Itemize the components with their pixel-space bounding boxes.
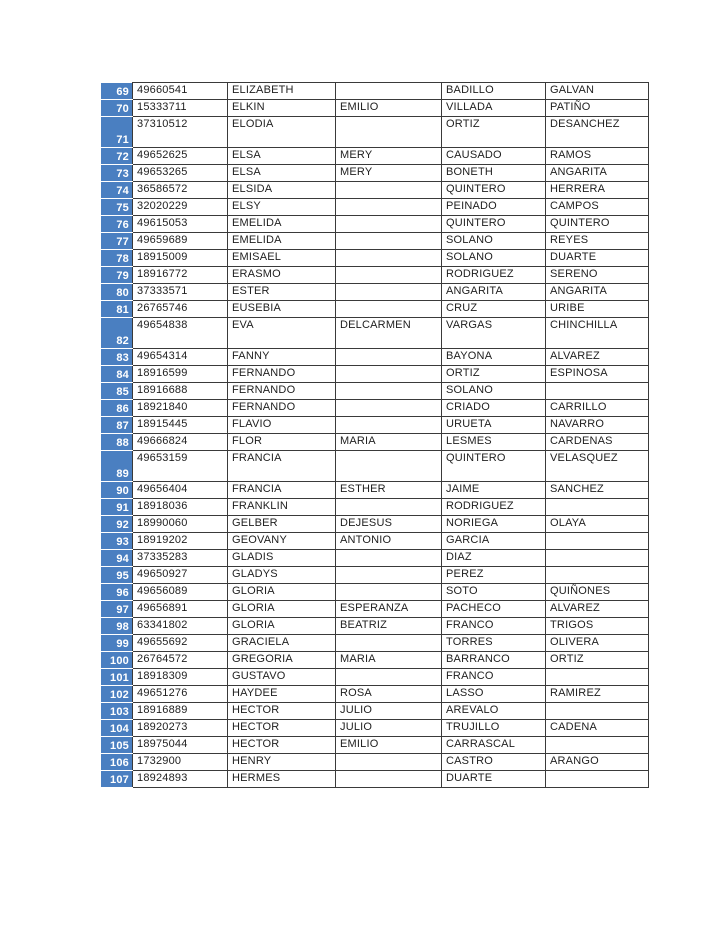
first-name-cell: HECTOR bbox=[228, 703, 336, 720]
id-number-cell: 49660541 bbox=[133, 83, 228, 100]
first-surname-cell: BADILLO bbox=[442, 83, 546, 100]
second-surname-cell: CARRILLO bbox=[546, 400, 649, 417]
first-surname-cell: BARRANCO bbox=[442, 652, 546, 669]
first-surname-cell: JAIME bbox=[442, 482, 546, 499]
middle-name-cell bbox=[336, 451, 442, 482]
middle-name-cell: BEATRIZ bbox=[336, 618, 442, 635]
row-number: 92 bbox=[102, 516, 133, 533]
first-surname-cell: BAYONA bbox=[442, 349, 546, 366]
table-row bbox=[102, 669, 649, 686]
table-row bbox=[102, 567, 649, 584]
first-surname-cell: GARCIA bbox=[442, 533, 546, 550]
table-row bbox=[102, 720, 649, 737]
second-surname-cell: OLAYA bbox=[546, 516, 649, 533]
id-number-cell: 49656404 bbox=[133, 482, 228, 499]
middle-name-cell bbox=[336, 771, 442, 788]
table-row bbox=[102, 451, 649, 482]
first-name-cell: FRANKLIN bbox=[228, 499, 336, 516]
table-row bbox=[102, 737, 649, 754]
second-surname-cell: QUIÑONES bbox=[546, 584, 649, 601]
table-row bbox=[102, 366, 649, 383]
row-number: 71 bbox=[102, 117, 133, 148]
second-surname-cell bbox=[546, 383, 649, 400]
second-surname-cell: ORTIZ bbox=[546, 652, 649, 669]
row-number: 102 bbox=[102, 686, 133, 703]
first-name-cell: ELSY bbox=[228, 199, 336, 216]
first-name-cell: FLAVIO bbox=[228, 417, 336, 434]
first-name-cell: ESTER bbox=[228, 284, 336, 301]
middle-name-cell: MARIA bbox=[336, 434, 442, 451]
first-name-cell: EMISAEL bbox=[228, 250, 336, 267]
first-surname-cell: RODRIGUEZ bbox=[442, 267, 546, 284]
first-name-cell: HAYDEE bbox=[228, 686, 336, 703]
id-number-cell: 49650927 bbox=[133, 567, 228, 584]
first-surname-cell: PEREZ bbox=[442, 567, 546, 584]
row-number: 96 bbox=[102, 584, 133, 601]
first-surname-cell: ORTIZ bbox=[442, 117, 546, 148]
id-number-cell: 26765746 bbox=[133, 301, 228, 318]
id-number-cell: 49654838 bbox=[133, 318, 228, 349]
first-surname-cell: LASSO bbox=[442, 686, 546, 703]
second-surname-cell: RAMIREZ bbox=[546, 686, 649, 703]
second-surname-cell: CHINCHILLA bbox=[546, 318, 649, 349]
id-number-cell: 49656089 bbox=[133, 584, 228, 601]
first-name-cell: HECTOR bbox=[228, 737, 336, 754]
first-name-cell: GLORIA bbox=[228, 601, 336, 618]
second-surname-cell: ARANGO bbox=[546, 754, 649, 771]
id-number-cell: 18916599 bbox=[133, 366, 228, 383]
table-row bbox=[102, 267, 649, 284]
table-row bbox=[102, 216, 649, 233]
row-number: 79 bbox=[102, 267, 133, 284]
second-surname-cell bbox=[546, 533, 649, 550]
first-name-cell: GRACIELA bbox=[228, 635, 336, 652]
table-row bbox=[102, 83, 649, 100]
first-name-cell: GLORIA bbox=[228, 584, 336, 601]
id-number-cell: 49666824 bbox=[133, 434, 228, 451]
second-surname-cell: ESPINOSA bbox=[546, 366, 649, 383]
first-surname-cell: CRIADO bbox=[442, 400, 546, 417]
id-number-cell: 18924893 bbox=[133, 771, 228, 788]
table-row bbox=[102, 233, 649, 250]
table-row bbox=[102, 318, 649, 349]
middle-name-cell bbox=[336, 182, 442, 199]
second-surname-cell: SANCHEZ bbox=[546, 482, 649, 499]
id-number-cell: 49615053 bbox=[133, 216, 228, 233]
first-name-cell: ELSIDA bbox=[228, 182, 336, 199]
middle-name-cell: MARIA bbox=[336, 652, 442, 669]
id-number-cell: 32020229 bbox=[133, 199, 228, 216]
row-number: 85 bbox=[102, 383, 133, 400]
row-number: 72 bbox=[102, 148, 133, 165]
id-number-cell: 37333571 bbox=[133, 284, 228, 301]
table-row bbox=[102, 250, 649, 267]
table-row bbox=[102, 100, 649, 117]
second-surname-cell: SERENO bbox=[546, 267, 649, 284]
id-number-cell: 18916889 bbox=[133, 703, 228, 720]
table-row bbox=[102, 686, 649, 703]
table-row bbox=[102, 417, 649, 434]
row-number: 107 bbox=[102, 771, 133, 788]
first-surname-cell: ANGARITA bbox=[442, 284, 546, 301]
row-number: 70 bbox=[102, 100, 133, 117]
middle-name-cell: EMILIO bbox=[336, 100, 442, 117]
row-number: 80 bbox=[102, 284, 133, 301]
first-name-cell: ELSA bbox=[228, 148, 336, 165]
row-number: 76 bbox=[102, 216, 133, 233]
table-row bbox=[102, 652, 649, 669]
middle-name-cell bbox=[336, 216, 442, 233]
first-surname-cell: NORIEGA bbox=[442, 516, 546, 533]
middle-name-cell bbox=[336, 584, 442, 601]
first-name-cell: EVA bbox=[228, 318, 336, 349]
table-row bbox=[102, 516, 649, 533]
first-surname-cell: FRANCO bbox=[442, 669, 546, 686]
table-row bbox=[102, 165, 649, 182]
first-surname-cell: QUINTERO bbox=[442, 451, 546, 482]
middle-name-cell: MERY bbox=[336, 165, 442, 182]
first-surname-cell: AREVALO bbox=[442, 703, 546, 720]
second-surname-cell: URIBE bbox=[546, 301, 649, 318]
second-surname-cell: ANGARITA bbox=[546, 165, 649, 182]
first-name-cell: FERNANDO bbox=[228, 400, 336, 417]
id-number-cell: 49653265 bbox=[133, 165, 228, 182]
second-surname-cell: ALVAREZ bbox=[546, 349, 649, 366]
row-number: 106 bbox=[102, 754, 133, 771]
second-surname-cell: CARDENAS bbox=[546, 434, 649, 451]
id-number-cell: 49652625 bbox=[133, 148, 228, 165]
first-surname-cell: CASTRO bbox=[442, 754, 546, 771]
second-surname-cell bbox=[546, 669, 649, 686]
middle-name-cell: ROSA bbox=[336, 686, 442, 703]
first-name-cell: EMELIDA bbox=[228, 216, 336, 233]
row-number: 89 bbox=[102, 451, 133, 482]
middle-name-cell: DEJESUS bbox=[336, 516, 442, 533]
first-name-cell: ELKIN bbox=[228, 100, 336, 117]
middle-name-cell bbox=[336, 83, 442, 100]
first-surname-cell: URUETA bbox=[442, 417, 546, 434]
second-surname-cell: QUINTERO bbox=[546, 216, 649, 233]
id-number-cell: 18918036 bbox=[133, 499, 228, 516]
row-number: 105 bbox=[102, 737, 133, 754]
first-surname-cell: DUARTE bbox=[442, 771, 546, 788]
first-surname-cell: FRANCO bbox=[442, 618, 546, 635]
second-surname-cell bbox=[546, 567, 649, 584]
first-surname-cell: SOTO bbox=[442, 584, 546, 601]
first-surname-cell: SOLANO bbox=[442, 383, 546, 400]
middle-name-cell bbox=[336, 117, 442, 148]
first-surname-cell: LESMES bbox=[442, 434, 546, 451]
id-number-cell: 1732900 bbox=[133, 754, 228, 771]
roster-table bbox=[101, 82, 649, 788]
first-surname-cell: CRUZ bbox=[442, 301, 546, 318]
middle-name-cell bbox=[336, 400, 442, 417]
table-row bbox=[102, 499, 649, 516]
id-number-cell: 36586572 bbox=[133, 182, 228, 199]
first-surname-cell: VARGAS bbox=[442, 318, 546, 349]
table-row bbox=[102, 601, 649, 618]
table-row bbox=[102, 584, 649, 601]
middle-name-cell: JULIO bbox=[336, 703, 442, 720]
middle-name-cell: ANTONIO bbox=[336, 533, 442, 550]
first-name-cell: FLOR bbox=[228, 434, 336, 451]
id-number-cell: 18915009 bbox=[133, 250, 228, 267]
id-number-cell: 49651276 bbox=[133, 686, 228, 703]
table-row bbox=[102, 383, 649, 400]
id-number-cell: 49653159 bbox=[133, 451, 228, 482]
first-surname-cell: PEINADO bbox=[442, 199, 546, 216]
id-number-cell: 18990060 bbox=[133, 516, 228, 533]
first-name-cell: FERNANDO bbox=[228, 366, 336, 383]
row-number: 86 bbox=[102, 400, 133, 417]
middle-name-cell bbox=[336, 199, 442, 216]
middle-name-cell bbox=[336, 669, 442, 686]
middle-name-cell: DELCARMEN bbox=[336, 318, 442, 349]
middle-name-cell: ESPERANZA bbox=[336, 601, 442, 618]
first-name-cell: GREGORIA bbox=[228, 652, 336, 669]
id-number-cell: 18916772 bbox=[133, 267, 228, 284]
table-row bbox=[102, 754, 649, 771]
first-surname-cell: CAUSADO bbox=[442, 148, 546, 165]
table-row bbox=[102, 349, 649, 366]
middle-name-cell bbox=[336, 635, 442, 652]
middle-name-cell bbox=[336, 550, 442, 567]
first-surname-cell: CARRASCAL bbox=[442, 737, 546, 754]
row-number: 88 bbox=[102, 434, 133, 451]
first-name-cell: EUSEBIA bbox=[228, 301, 336, 318]
first-name-cell: HENRY bbox=[228, 754, 336, 771]
row-number: 90 bbox=[102, 482, 133, 499]
middle-name-cell bbox=[336, 567, 442, 584]
id-number-cell: 49655692 bbox=[133, 635, 228, 652]
table-row bbox=[102, 400, 649, 417]
first-name-cell: GLORIA bbox=[228, 618, 336, 635]
row-number: 75 bbox=[102, 199, 133, 216]
second-surname-cell bbox=[546, 703, 649, 720]
id-number-cell: 18975044 bbox=[133, 737, 228, 754]
second-surname-cell: ANGARITA bbox=[546, 284, 649, 301]
table-row bbox=[102, 482, 649, 499]
second-surname-cell: NAVARRO bbox=[546, 417, 649, 434]
id-number-cell: 15333711 bbox=[133, 100, 228, 117]
table-row bbox=[102, 533, 649, 550]
id-number-cell: 49654314 bbox=[133, 349, 228, 366]
id-number-cell: 18919202 bbox=[133, 533, 228, 550]
id-number-cell: 18918309 bbox=[133, 669, 228, 686]
first-surname-cell: TORRES bbox=[442, 635, 546, 652]
table-row bbox=[102, 703, 649, 720]
first-surname-cell: PACHECO bbox=[442, 601, 546, 618]
first-name-cell: ELIZABETH bbox=[228, 83, 336, 100]
first-name-cell: GELBER bbox=[228, 516, 336, 533]
id-number-cell: 18920273 bbox=[133, 720, 228, 737]
second-surname-cell: HERRERA bbox=[546, 182, 649, 199]
row-number: 98 bbox=[102, 618, 133, 635]
second-surname-cell: GALVAN bbox=[546, 83, 649, 100]
first-surname-cell: SOLANO bbox=[442, 233, 546, 250]
first-name-cell: ELODIA bbox=[228, 117, 336, 148]
second-surname-cell bbox=[546, 550, 649, 567]
first-name-cell: HERMES bbox=[228, 771, 336, 788]
second-surname-cell: REYES bbox=[546, 233, 649, 250]
row-number: 83 bbox=[102, 349, 133, 366]
row-number: 94 bbox=[102, 550, 133, 567]
row-number: 82 bbox=[102, 318, 133, 349]
first-name-cell: GEOVANY bbox=[228, 533, 336, 550]
middle-name-cell bbox=[336, 417, 442, 434]
id-number-cell: 18915445 bbox=[133, 417, 228, 434]
row-number: 101 bbox=[102, 669, 133, 686]
row-number: 87 bbox=[102, 417, 133, 434]
table-row bbox=[102, 618, 649, 635]
middle-name-cell bbox=[336, 383, 442, 400]
table-row bbox=[102, 117, 649, 148]
middle-name-cell: MERY bbox=[336, 148, 442, 165]
middle-name-cell: ESTHER bbox=[336, 482, 442, 499]
first-surname-cell: VILLADA bbox=[442, 100, 546, 117]
second-surname-cell: OLIVERA bbox=[546, 635, 649, 652]
first-surname-cell: QUINTERO bbox=[442, 216, 546, 233]
row-number: 103 bbox=[102, 703, 133, 720]
first-name-cell: EMELIDA bbox=[228, 233, 336, 250]
middle-name-cell bbox=[336, 499, 442, 516]
row-number: 91 bbox=[102, 499, 133, 516]
first-name-cell: ERASMO bbox=[228, 267, 336, 284]
id-number-cell: 37310512 bbox=[133, 117, 228, 148]
table-row bbox=[102, 550, 649, 567]
first-name-cell: GLADYS bbox=[228, 567, 336, 584]
id-number-cell: 63341802 bbox=[133, 618, 228, 635]
table-row bbox=[102, 635, 649, 652]
first-surname-cell: BONETH bbox=[442, 165, 546, 182]
row-number: 74 bbox=[102, 182, 133, 199]
first-name-cell: FRANCIA bbox=[228, 451, 336, 482]
first-name-cell: FANNY bbox=[228, 349, 336, 366]
second-surname-cell bbox=[546, 737, 649, 754]
first-surname-cell: ORTIZ bbox=[442, 366, 546, 383]
row-number: 97 bbox=[102, 601, 133, 618]
second-surname-cell: PATIÑO bbox=[546, 100, 649, 117]
second-surname-cell: DUARTE bbox=[546, 250, 649, 267]
row-number: 95 bbox=[102, 567, 133, 584]
middle-name-cell bbox=[336, 301, 442, 318]
middle-name-cell: EMILIO bbox=[336, 737, 442, 754]
id-number-cell: 49659689 bbox=[133, 233, 228, 250]
row-number: 100 bbox=[102, 652, 133, 669]
first-surname-cell: DIAZ bbox=[442, 550, 546, 567]
middle-name-cell bbox=[336, 250, 442, 267]
table-row bbox=[102, 771, 649, 788]
second-surname-cell: RAMOS bbox=[546, 148, 649, 165]
second-surname-cell: TRIGOS bbox=[546, 618, 649, 635]
row-number: 104 bbox=[102, 720, 133, 737]
row-number: 93 bbox=[102, 533, 133, 550]
second-surname-cell: CADENA bbox=[546, 720, 649, 737]
id-number-cell: 37335283 bbox=[133, 550, 228, 567]
first-surname-cell: QUINTERO bbox=[442, 182, 546, 199]
second-surname-cell: VELASQUEZ bbox=[546, 451, 649, 482]
middle-name-cell bbox=[336, 366, 442, 383]
middle-name-cell bbox=[336, 284, 442, 301]
first-name-cell: ELSA bbox=[228, 165, 336, 182]
row-number: 99 bbox=[102, 635, 133, 652]
id-number-cell: 49656891 bbox=[133, 601, 228, 618]
table-row bbox=[102, 199, 649, 216]
second-surname-cell bbox=[546, 499, 649, 516]
row-number: 69 bbox=[102, 83, 133, 100]
table-row bbox=[102, 182, 649, 199]
second-surname-cell: CAMPOS bbox=[546, 199, 649, 216]
first-surname-cell: SOLANO bbox=[442, 250, 546, 267]
first-name-cell: FERNANDO bbox=[228, 383, 336, 400]
id-number-cell: 18921840 bbox=[133, 400, 228, 417]
first-surname-cell: TRUJILLO bbox=[442, 720, 546, 737]
middle-name-cell bbox=[336, 267, 442, 284]
table-row bbox=[102, 434, 649, 451]
row-number: 77 bbox=[102, 233, 133, 250]
middle-name-cell bbox=[336, 754, 442, 771]
second-surname-cell: ALVAREZ bbox=[546, 601, 649, 618]
middle-name-cell bbox=[336, 233, 442, 250]
first-surname-cell: RODRIGUEZ bbox=[442, 499, 546, 516]
first-name-cell: GUSTAVO bbox=[228, 669, 336, 686]
row-number: 73 bbox=[102, 165, 133, 182]
first-name-cell: FRANCIA bbox=[228, 482, 336, 499]
roster-table-body bbox=[102, 83, 649, 788]
first-name-cell: HECTOR bbox=[228, 720, 336, 737]
table-row bbox=[102, 284, 649, 301]
second-surname-cell: DESANCHEZ bbox=[546, 117, 649, 148]
middle-name-cell bbox=[336, 349, 442, 366]
middle-name-cell: JULIO bbox=[336, 720, 442, 737]
first-name-cell: GLADIS bbox=[228, 550, 336, 567]
row-number: 81 bbox=[102, 301, 133, 318]
id-number-cell: 18916688 bbox=[133, 383, 228, 400]
second-surname-cell bbox=[546, 771, 649, 788]
row-number: 84 bbox=[102, 366, 133, 383]
table-row bbox=[102, 301, 649, 318]
id-number-cell: 26764572 bbox=[133, 652, 228, 669]
row-number: 78 bbox=[102, 250, 133, 267]
table-row bbox=[102, 148, 649, 165]
